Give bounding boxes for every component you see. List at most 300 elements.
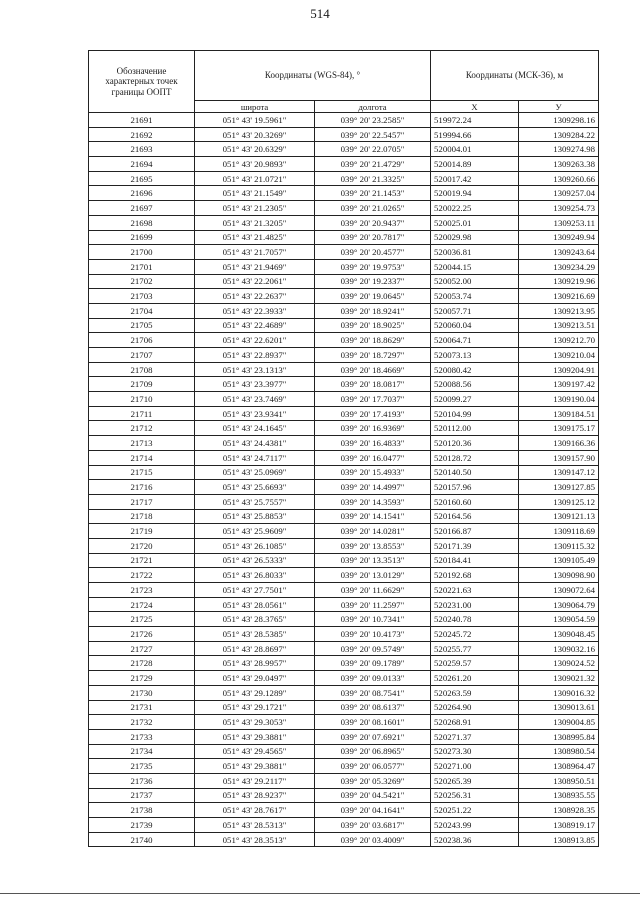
- table-row: [89, 348, 599, 363]
- x-cell: 519994.66: [431, 127, 519, 142]
- y-cell: 1309212.70: [519, 333, 599, 348]
- point-id-cell: 21732: [89, 715, 195, 730]
- latitude-cell: 051° 43' 29.2117": [195, 773, 315, 788]
- latitude-cell: 051° 43' 25.9609": [195, 524, 315, 539]
- page-number: 514: [310, 6, 330, 21]
- table-row: [89, 113, 599, 128]
- longitude-cell: 039° 20' 08.7541": [315, 685, 431, 700]
- x-cell: 520271.00: [431, 759, 519, 774]
- point-id-cell: 21692: [89, 127, 195, 142]
- longitude-cell: 039° 20' 21.3325": [315, 171, 431, 186]
- point-id-cell: 21720: [89, 538, 195, 553]
- header-longitude: долгота: [315, 101, 431, 113]
- longitude-cell: 039° 20' 13.8553": [315, 538, 431, 553]
- longitude-cell: 039° 20' 15.4933": [315, 465, 431, 480]
- x-cell: 520053.74: [431, 289, 519, 304]
- table-row: [89, 450, 599, 465]
- y-cell: 1309243.64: [519, 245, 599, 260]
- latitude-cell: 051° 43' 23.7469": [195, 392, 315, 407]
- y-cell: 1309105.49: [519, 553, 599, 568]
- x-cell: 520245.72: [431, 627, 519, 642]
- latitude-cell: 051° 43' 28.5385": [195, 627, 315, 642]
- longitude-cell: 039° 20' 14.0281": [315, 524, 431, 539]
- latitude-cell: 051° 43' 23.9341": [195, 406, 315, 421]
- latitude-cell: 051° 43' 25.8853": [195, 509, 315, 524]
- longitude-cell: 039° 20' 07.6921": [315, 729, 431, 744]
- point-id-cell: 21696: [89, 186, 195, 201]
- header-wgs84: Координаты (WGS-84), °: [195, 51, 431, 101]
- y-cell: 1309263.38: [519, 157, 599, 172]
- latitude-cell: 051° 43' 29.0497": [195, 671, 315, 686]
- table-row: [89, 465, 599, 480]
- y-cell: 1309190.04: [519, 392, 599, 407]
- latitude-cell: 051° 43' 28.3513": [195, 832, 315, 847]
- y-cell: 1309013.61: [519, 700, 599, 715]
- table-row: [89, 656, 599, 671]
- longitude-cell: 039° 20' 18.7297": [315, 348, 431, 363]
- table-row: [89, 480, 599, 495]
- latitude-cell: 051° 43' 28.9957": [195, 656, 315, 671]
- longitude-cell: 039° 20' 19.0645": [315, 289, 431, 304]
- y-cell: 1309249.94: [519, 230, 599, 245]
- latitude-cell: 051° 43' 22.4689": [195, 318, 315, 333]
- point-id-cell: 21735: [89, 759, 195, 774]
- latitude-cell: 051° 43' 25.7557": [195, 494, 315, 509]
- longitude-cell: 039° 20' 17.4193": [315, 406, 431, 421]
- table-row: [89, 759, 599, 774]
- point-id-cell: 21733: [89, 729, 195, 744]
- point-id-cell: 21717: [89, 494, 195, 509]
- table-row: [89, 597, 599, 612]
- y-cell: 1309274.98: [519, 142, 599, 157]
- y-cell: 1308995.84: [519, 729, 599, 744]
- longitude-cell: 039° 20' 10.7341": [315, 612, 431, 627]
- table-row: [89, 744, 599, 759]
- longitude-cell: 039° 20' 18.9025": [315, 318, 431, 333]
- longitude-cell: 039° 20' 22.0705": [315, 142, 431, 157]
- y-cell: 1309021.32: [519, 671, 599, 686]
- table-row: [89, 524, 599, 539]
- point-id-cell: 21736: [89, 773, 195, 788]
- x-cell: 520029.98: [431, 230, 519, 245]
- table-row: [89, 612, 599, 627]
- point-id-cell: 21693: [89, 142, 195, 157]
- x-cell: 520271.37: [431, 729, 519, 744]
- longitude-cell: 039° 20' 06.8965": [315, 744, 431, 759]
- latitude-cell: 051° 43' 29.3053": [195, 715, 315, 730]
- point-id-cell: 21706: [89, 333, 195, 348]
- longitude-cell: 039° 20' 04.1641": [315, 803, 431, 818]
- point-id-cell: 21712: [89, 421, 195, 436]
- point-id-cell: 21738: [89, 803, 195, 818]
- y-cell: 1309197.42: [519, 377, 599, 392]
- x-cell: 520052.00: [431, 274, 519, 289]
- x-cell: 520256.31: [431, 788, 519, 803]
- x-cell: 520088.56: [431, 377, 519, 392]
- table-row: [89, 818, 599, 833]
- header-latitude: широта: [195, 101, 315, 113]
- latitude-cell: 051° 43' 21.9469": [195, 259, 315, 274]
- point-id-cell: 21694: [89, 157, 195, 172]
- table-row: [89, 171, 599, 186]
- point-id-cell: 21714: [89, 450, 195, 465]
- latitude-cell: 051° 43' 21.4825": [195, 230, 315, 245]
- x-cell: 520004.01: [431, 142, 519, 157]
- table-row: [89, 289, 599, 304]
- point-id-cell: 21723: [89, 583, 195, 598]
- x-cell: 520022.25: [431, 201, 519, 216]
- x-cell: 520221.63: [431, 583, 519, 598]
- x-cell: 520017.42: [431, 171, 519, 186]
- point-id-cell: 21740: [89, 832, 195, 847]
- x-cell: 520255.77: [431, 641, 519, 656]
- y-cell: 1309166.36: [519, 436, 599, 451]
- table-row: [89, 671, 599, 686]
- x-cell: 520171.39: [431, 538, 519, 553]
- latitude-cell: 051° 43' 28.0561": [195, 597, 315, 612]
- table-row: [89, 245, 599, 260]
- x-cell: 520263.59: [431, 685, 519, 700]
- longitude-cell: 039° 20' 13.3513": [315, 553, 431, 568]
- table-row: [89, 377, 599, 392]
- latitude-cell: 051° 43' 20.9893": [195, 157, 315, 172]
- y-cell: 1309032.16: [519, 641, 599, 656]
- latitude-cell: 051° 43' 26.5333": [195, 553, 315, 568]
- longitude-cell: 039° 20' 18.0817": [315, 377, 431, 392]
- y-cell: 1309054.59: [519, 612, 599, 627]
- longitude-cell: 039° 20' 21.1453": [315, 186, 431, 201]
- table-row: [89, 274, 599, 289]
- x-cell: 520080.42: [431, 362, 519, 377]
- y-cell: 1308935.55: [519, 788, 599, 803]
- longitude-cell: 039° 20' 22.5457": [315, 127, 431, 142]
- point-id-cell: 21724: [89, 597, 195, 612]
- longitude-cell: 039° 20' 14.4997": [315, 480, 431, 495]
- latitude-cell: 051° 43' 28.5313": [195, 818, 315, 833]
- latitude-cell: 051° 43' 22.2061": [195, 274, 315, 289]
- latitude-cell: 051° 43' 23.1313": [195, 362, 315, 377]
- y-cell: 1308928.35: [519, 803, 599, 818]
- longitude-cell: 039° 20' 19.2337": [315, 274, 431, 289]
- x-cell: 520060.04: [431, 318, 519, 333]
- table-row: [89, 627, 599, 642]
- table-row: [89, 259, 599, 274]
- point-id-cell: 21708: [89, 362, 195, 377]
- longitude-cell: 039° 20' 17.7037": [315, 392, 431, 407]
- latitude-cell: 051° 43' 28.9237": [195, 788, 315, 803]
- longitude-cell: 039° 20' 16.0477": [315, 450, 431, 465]
- x-cell: 520064.71: [431, 333, 519, 348]
- x-cell: 520120.36: [431, 436, 519, 451]
- latitude-cell: 051° 43' 24.7117": [195, 450, 315, 465]
- point-id-cell: 21699: [89, 230, 195, 245]
- table-row: [89, 729, 599, 744]
- latitude-cell: 051° 43' 20.3269": [195, 127, 315, 142]
- y-cell: 1309234.29: [519, 259, 599, 274]
- longitude-cell: 039° 20' 08.1601": [315, 715, 431, 730]
- longitude-cell: 039° 20' 18.9241": [315, 303, 431, 318]
- y-cell: 1309210.04: [519, 348, 599, 363]
- y-cell: 1309253.11: [519, 215, 599, 230]
- table-row: [89, 788, 599, 803]
- point-id-cell: 21716: [89, 480, 195, 495]
- y-cell: 1309121.13: [519, 509, 599, 524]
- point-id-cell: 21691: [89, 113, 195, 128]
- x-cell: 520238.36: [431, 832, 519, 847]
- x-cell: 520128.72: [431, 450, 519, 465]
- table-row: [89, 715, 599, 730]
- y-cell: 1309024.52: [519, 656, 599, 671]
- point-id-cell: 21698: [89, 215, 195, 230]
- latitude-cell: 051° 43' 25.0969": [195, 465, 315, 480]
- table-row: [89, 641, 599, 656]
- x-cell: 520164.56: [431, 509, 519, 524]
- longitude-cell: 039° 20' 03.4009": [315, 832, 431, 847]
- y-cell: 1308913.85: [519, 832, 599, 847]
- latitude-cell: 051° 43' 21.1549": [195, 186, 315, 201]
- point-id-cell: 21730: [89, 685, 195, 700]
- y-cell: 1309175.17: [519, 421, 599, 436]
- table-row: [89, 700, 599, 715]
- point-id-cell: 21722: [89, 568, 195, 583]
- table-row: [89, 215, 599, 230]
- x-cell: 520264.90: [431, 700, 519, 715]
- table-row: [89, 685, 599, 700]
- x-cell: 520243.99: [431, 818, 519, 833]
- latitude-cell: 051° 43' 22.2637": [195, 289, 315, 304]
- latitude-cell: 051° 43' 21.0721": [195, 171, 315, 186]
- y-cell: 1309257.04: [519, 186, 599, 201]
- latitude-cell: 051° 43' 21.7057": [195, 245, 315, 260]
- y-cell: 1309284.22: [519, 127, 599, 142]
- latitude-cell: 051° 43' 22.8937": [195, 348, 315, 363]
- longitude-cell: 039° 20' 09.1789": [315, 656, 431, 671]
- table-row: [89, 333, 599, 348]
- y-cell: 1309127.85: [519, 480, 599, 495]
- table-row: [89, 509, 599, 524]
- table-body: [89, 113, 599, 847]
- y-cell: 1309118.69: [519, 524, 599, 539]
- latitude-cell: 051° 43' 26.8033": [195, 568, 315, 583]
- latitude-cell: 051° 43' 22.6201": [195, 333, 315, 348]
- table-row: [89, 157, 599, 172]
- longitude-cell: 039° 20' 09.5749": [315, 641, 431, 656]
- table-row: [89, 362, 599, 377]
- point-id-cell: 21705: [89, 318, 195, 333]
- latitude-cell: 051° 43' 24.4381": [195, 436, 315, 451]
- table-row: [89, 538, 599, 553]
- longitude-cell: 039° 20' 19.9753": [315, 259, 431, 274]
- header-y: У: [519, 101, 599, 113]
- table-row: [89, 392, 599, 407]
- latitude-cell: 051° 43' 20.6329": [195, 142, 315, 157]
- table-row: [89, 494, 599, 509]
- longitude-cell: 039° 20' 10.4173": [315, 627, 431, 642]
- longitude-cell: 039° 20' 13.0129": [315, 568, 431, 583]
- point-id-cell: 21715: [89, 465, 195, 480]
- latitude-cell: 051° 43' 29.1289": [195, 685, 315, 700]
- table-row: [89, 142, 599, 157]
- x-cell: 520036.81: [431, 245, 519, 260]
- y-cell: 1309213.51: [519, 318, 599, 333]
- x-cell: 519972.24: [431, 113, 519, 128]
- longitude-cell: 039° 20' 16.9369": [315, 421, 431, 436]
- latitude-cell: 051° 43' 29.4565": [195, 744, 315, 759]
- point-id-cell: 21702: [89, 274, 195, 289]
- x-cell: 520273.30: [431, 744, 519, 759]
- y-cell: 1309216.69: [519, 289, 599, 304]
- x-cell: 520112.00: [431, 421, 519, 436]
- longitude-cell: 039° 20' 06.0577": [315, 759, 431, 774]
- longitude-cell: 039° 20' 04.5421": [315, 788, 431, 803]
- table-row: [89, 583, 599, 598]
- table-row: [89, 553, 599, 568]
- point-id-cell: 21697: [89, 201, 195, 216]
- y-cell: 1309016.32: [519, 685, 599, 700]
- point-id-cell: 21729: [89, 671, 195, 686]
- point-id-cell: 21710: [89, 392, 195, 407]
- table-row: [89, 803, 599, 818]
- point-id-cell: 21721: [89, 553, 195, 568]
- x-cell: 520044.15: [431, 259, 519, 274]
- x-cell: 520057.71: [431, 303, 519, 318]
- longitude-cell: 039° 20' 11.2597": [315, 597, 431, 612]
- latitude-cell: 051° 43' 28.7617": [195, 803, 315, 818]
- x-cell: 520268.91: [431, 715, 519, 730]
- longitude-cell: 039° 20' 14.1541": [315, 509, 431, 524]
- longitude-cell: 039° 20' 14.3593": [315, 494, 431, 509]
- point-id-cell: 21739: [89, 818, 195, 833]
- latitude-cell: 051° 43' 29.3881": [195, 729, 315, 744]
- point-id-cell: 21727: [89, 641, 195, 656]
- y-cell: 1309125.12: [519, 494, 599, 509]
- longitude-cell: 039° 20' 16.4833": [315, 436, 431, 451]
- y-cell: 1309048.45: [519, 627, 599, 642]
- longitude-cell: 039° 20' 21.4729": [315, 157, 431, 172]
- x-cell: 520231.00: [431, 597, 519, 612]
- point-id-cell: 21700: [89, 245, 195, 260]
- footer-divider: [0, 893, 640, 894]
- latitude-cell: 051° 43' 22.3933": [195, 303, 315, 318]
- x-cell: 520259.57: [431, 656, 519, 671]
- latitude-cell: 051° 43' 23.3977": [195, 377, 315, 392]
- x-cell: 520261.20: [431, 671, 519, 686]
- table-row: [89, 436, 599, 451]
- table-row: [89, 568, 599, 583]
- latitude-cell: 051° 43' 21.2305": [195, 201, 315, 216]
- x-cell: 520019.94: [431, 186, 519, 201]
- latitude-cell: 051° 43' 27.7501": [195, 583, 315, 598]
- y-cell: 1308980.54: [519, 744, 599, 759]
- latitude-cell: 051° 43' 26.1085": [195, 538, 315, 553]
- table-row: [89, 186, 599, 201]
- y-cell: 1309115.32: [519, 538, 599, 553]
- latitude-cell: 051° 43' 19.5961": [195, 113, 315, 128]
- table-row: [89, 318, 599, 333]
- point-id-cell: 21707: [89, 348, 195, 363]
- point-id-cell: 21695: [89, 171, 195, 186]
- x-cell: 520104.99: [431, 406, 519, 421]
- y-cell: 1309219.96: [519, 274, 599, 289]
- y-cell: 1308950.51: [519, 773, 599, 788]
- point-id-cell: 21709: [89, 377, 195, 392]
- table-row: [89, 127, 599, 142]
- y-cell: 1309157.90: [519, 450, 599, 465]
- x-cell: 520025.01: [431, 215, 519, 230]
- latitude-cell: 051° 43' 24.1645": [195, 421, 315, 436]
- header-x: X: [431, 101, 519, 113]
- y-cell: 1309184.51: [519, 406, 599, 421]
- longitude-cell: 039° 20' 21.0265": [315, 201, 431, 216]
- longitude-cell: 039° 20' 09.0133": [315, 671, 431, 686]
- longitude-cell: 039° 20' 18.8629": [315, 333, 431, 348]
- x-cell: 520157.96: [431, 480, 519, 495]
- longitude-cell: 039° 20' 23.2585": [315, 113, 431, 128]
- table-row: [89, 201, 599, 216]
- table-row: [89, 303, 599, 318]
- y-cell: 1309004.85: [519, 715, 599, 730]
- table-row: [89, 421, 599, 436]
- x-cell: 520251.22: [431, 803, 519, 818]
- y-cell: 1309072.64: [519, 583, 599, 598]
- y-cell: 1309298.16: [519, 113, 599, 128]
- header-designation: Обозначение характерных точек границы ООПТ: [89, 51, 195, 113]
- x-cell: 520192.68: [431, 568, 519, 583]
- header-msk36: Координаты (МСК-36), м: [431, 51, 599, 101]
- point-id-cell: 21734: [89, 744, 195, 759]
- coordinates-table: [88, 50, 599, 847]
- latitude-cell: 051° 43' 29.1721": [195, 700, 315, 715]
- longitude-cell: 039° 20' 20.9437": [315, 215, 431, 230]
- table-row: [89, 406, 599, 421]
- table-row: [89, 230, 599, 245]
- y-cell: 1309098.90: [519, 568, 599, 583]
- point-id-cell: 21711: [89, 406, 195, 421]
- y-cell: 1309213.95: [519, 303, 599, 318]
- y-cell: 1309147.12: [519, 465, 599, 480]
- x-cell: 520099.27: [431, 392, 519, 407]
- longitude-cell: 039° 20' 05.3269": [315, 773, 431, 788]
- x-cell: 520184.41: [431, 553, 519, 568]
- longitude-cell: 039° 20' 11.6629": [315, 583, 431, 598]
- point-id-cell: 21703: [89, 289, 195, 304]
- x-cell: 520265.39: [431, 773, 519, 788]
- point-id-cell: 21701: [89, 259, 195, 274]
- longitude-cell: 039° 20' 08.6137": [315, 700, 431, 715]
- table-row: [89, 773, 599, 788]
- y-cell: 1309064.79: [519, 597, 599, 612]
- point-id-cell: 21737: [89, 788, 195, 803]
- x-cell: 520166.87: [431, 524, 519, 539]
- point-id-cell: 21726: [89, 627, 195, 642]
- latitude-cell: 051° 43' 25.6693": [195, 480, 315, 495]
- longitude-cell: 039° 20' 03.6817": [315, 818, 431, 833]
- point-id-cell: 21728: [89, 656, 195, 671]
- x-cell: 520014.89: [431, 157, 519, 172]
- x-cell: 520160.60: [431, 494, 519, 509]
- y-cell: 1309260.66: [519, 171, 599, 186]
- x-cell: 520073.13: [431, 348, 519, 363]
- latitude-cell: 051° 43' 28.3765": [195, 612, 315, 627]
- point-id-cell: 21718: [89, 509, 195, 524]
- point-id-cell: 21704: [89, 303, 195, 318]
- latitude-cell: 051° 43' 21.3205": [195, 215, 315, 230]
- y-cell: 1309204.91: [519, 362, 599, 377]
- x-cell: 520140.50: [431, 465, 519, 480]
- y-cell: 1309254.73: [519, 201, 599, 216]
- x-cell: 520240.78: [431, 612, 519, 627]
- longitude-cell: 039° 20' 20.4577": [315, 245, 431, 260]
